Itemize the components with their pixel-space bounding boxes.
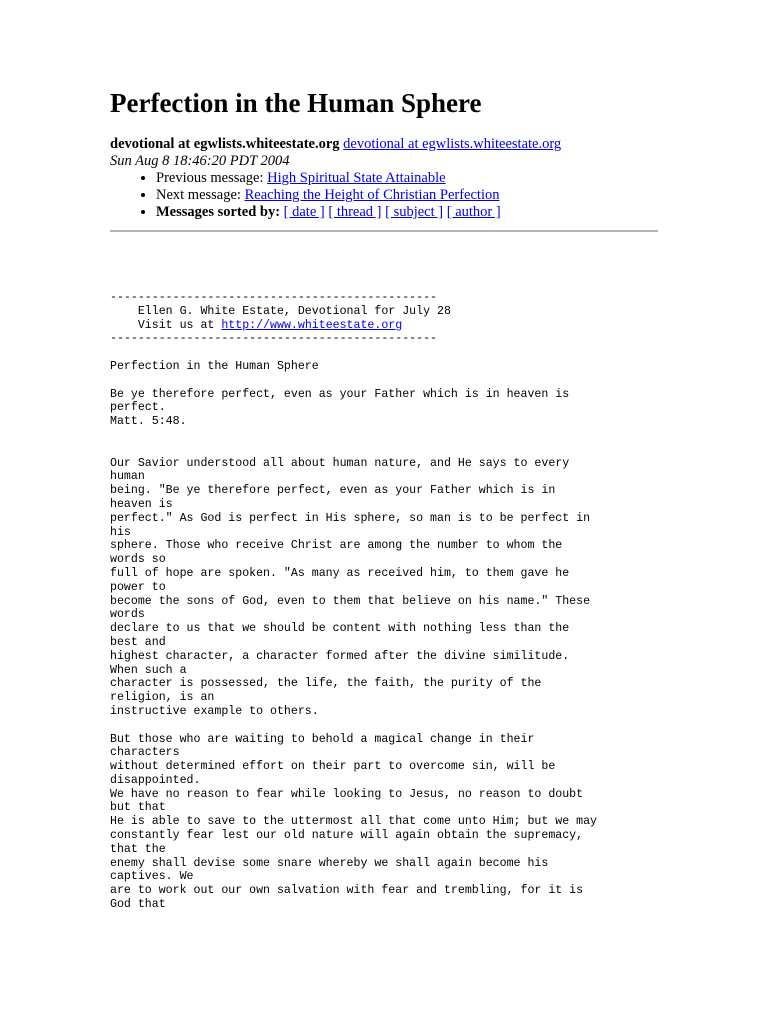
next-message-link[interactable]: Reaching the Height of Christian Perfection bbox=[244, 187, 500, 203]
previous-message-item bbox=[156, 170, 670, 187]
estate-header-line: Ellen G. White Estate, Devotional for July 28 bbox=[110, 304, 451, 318]
author-email-link[interactable]: devotional at egwlists.whiteestate.org bbox=[343, 136, 562, 152]
sorted-by-item bbox=[156, 204, 670, 221]
header-rule-top: ----------------------------------------------- bbox=[110, 291, 437, 304]
message-body bbox=[110, 291, 597, 912]
sort-by-thread-link[interactable]: [ thread ] bbox=[328, 204, 382, 220]
previous-message-link[interactable]: High Spiritual State Attainable bbox=[267, 170, 446, 186]
sort-by-subject-link[interactable]: [ subject ] bbox=[385, 204, 444, 220]
sorted-by-label: Messages sorted by: bbox=[156, 204, 281, 220]
sort-by-author-link[interactable]: [ author ] bbox=[446, 204, 501, 220]
whiteestate-website-link[interactable]: http://www.whiteestate.org bbox=[221, 318, 403, 332]
visit-us-prefix: Visit us at bbox=[110, 318, 222, 332]
next-message-item bbox=[156, 187, 670, 204]
sort-by-date-link[interactable]: [ date ] bbox=[283, 204, 325, 220]
author-line bbox=[110, 136, 670, 153]
author-name: devotional at egwlists.whiteestate.org bbox=[110, 136, 340, 152]
message-meta bbox=[110, 136, 670, 221]
devotional-text: Perfection in the Human Sphere Be ye therefore perfect, even as your Father which is in heaven is perfect. Matt. 5:48. Our Savior understood all about human nature, and He says to every human being. "Be ye therefore perfect, even as your Father which is in heaven is perfect." As God is perfect in His sphere, so man is to be perfect in his sphere. Those who receive Christ are among the number to whom the words so full of hope are spoken. "As many as received him, to them gave he power to become the sons of God, even to them that believe on his name." These words declare to us that we should be content with nothing less than the best and highest character, a character formed after the divine similitude. When such a character is possessed, the life, the faith, the purity of the religion, is an instructive example to others. But those who are waiting to behold a magical change in their characters without determined effort on their part to overcome sin, will be disappointed. We have no reason to fear while looking to Jesus, no reason to doubt but that He is able to save to the uttermost all that come unto Him; but we may constantly fear lest our old nature will again obtain the supremacy, that the enemy shall devise some snare whereby we shall again become his captives. We are to work out our own salvation with fear and trembling, for it is God that bbox=[110, 359, 598, 912]
previous-message-label: Previous message: bbox=[156, 170, 268, 186]
next-message-label: Next message: bbox=[156, 187, 245, 203]
header-rule-bottom: ----------------------------------------------- bbox=[110, 332, 437, 346]
header-divider bbox=[110, 230, 658, 232]
page-title: Perfection in the Human Sphere bbox=[110, 88, 482, 118]
message-date: Sun Aug 8 18:46:20 PDT 2004 bbox=[110, 153, 290, 169]
message-nav-list bbox=[110, 170, 670, 221]
